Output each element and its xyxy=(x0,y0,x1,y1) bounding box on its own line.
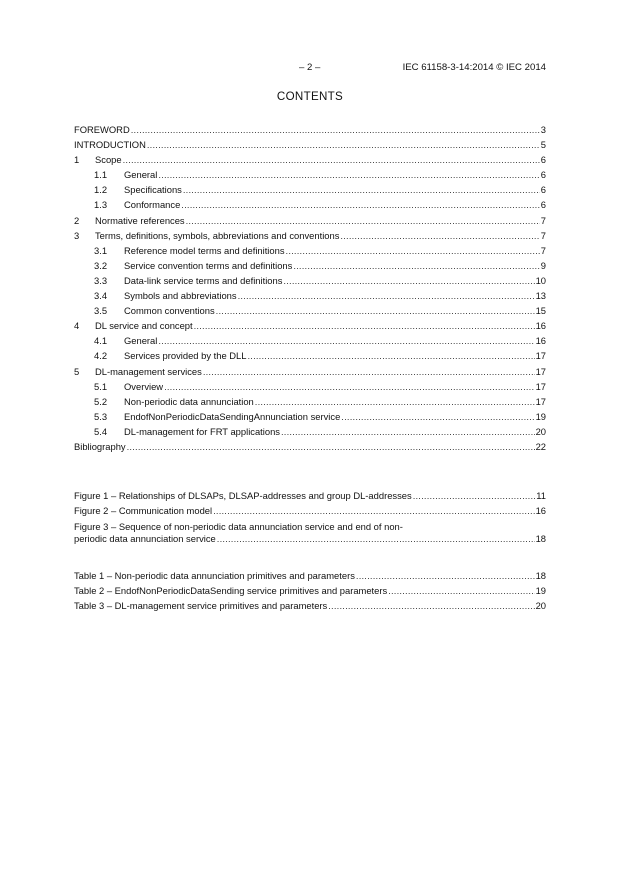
toc-label: Scope xyxy=(95,154,122,166)
figure-label-line-2: periodic data annunciation service xyxy=(74,533,216,545)
toc-page: 16 xyxy=(535,335,546,347)
toc-label: Bibliography xyxy=(74,440,126,452)
toc-page: 7 xyxy=(540,229,546,241)
toc-entry[interactable] xyxy=(74,379,546,394)
dot-leader xyxy=(183,182,540,197)
toc-number: 4 xyxy=(74,320,80,332)
toc-page: 13 xyxy=(535,290,546,302)
toc-entry[interactable] xyxy=(74,137,546,152)
dot-leader xyxy=(203,364,535,379)
toc-label: Symbols and abbreviations xyxy=(124,290,237,302)
toc-label: Terms, definitions, symbols, abbreviations and conventions xyxy=(95,229,340,241)
table-label: Table 3 – DL-management service primitives and parameters xyxy=(74,600,328,612)
document-identifier: IEC 61158-3-14:2014 © IEC 2014 xyxy=(402,62,546,73)
toc-label: DL-management for FRT applications xyxy=(124,425,280,437)
toc-page: 9 xyxy=(540,259,546,271)
toc-number: 4.1 xyxy=(94,335,108,347)
toc-label: Services provided by the DLL xyxy=(124,350,247,362)
toc-entry[interactable] xyxy=(74,439,546,454)
toc-label: Specifications xyxy=(124,184,182,196)
toc-number: 5.4 xyxy=(94,425,108,437)
toc-entry[interactable] xyxy=(74,409,546,424)
figure-entry[interactable] xyxy=(74,521,546,545)
dot-leader xyxy=(328,598,534,613)
dot-leader xyxy=(388,583,534,598)
dot-leader xyxy=(238,288,535,303)
toc-page: 19 xyxy=(535,410,546,422)
toc-number: 3.1 xyxy=(94,244,108,256)
table-label: Table 1 – Non-periodic data annunciation primitives and parameters xyxy=(74,570,355,581)
toc-label: Common conventions xyxy=(124,305,215,317)
toc-entry[interactable] xyxy=(74,303,546,318)
dot-leader xyxy=(216,303,535,318)
toc-entry[interactable] xyxy=(74,243,546,258)
toc-number: 3 xyxy=(74,229,80,241)
toc-entry[interactable] xyxy=(74,182,546,197)
toc-entry[interactable] xyxy=(74,424,546,439)
table-entry[interactable] xyxy=(74,568,546,583)
toc-page: 17 xyxy=(535,380,546,392)
dot-leader xyxy=(286,243,540,258)
dot-leader xyxy=(127,439,535,454)
dot-leader xyxy=(255,394,535,409)
toc-entry[interactable] xyxy=(74,197,546,212)
page-title: CONTENTS xyxy=(276,90,344,103)
dot-leader xyxy=(158,333,534,348)
toc-page: 10 xyxy=(535,274,546,286)
toc-label: General xyxy=(124,169,158,181)
dot-leader xyxy=(213,503,534,518)
dot-leader xyxy=(281,424,535,439)
page-number: – 2 – xyxy=(299,62,321,73)
toc-page: 6 xyxy=(540,184,546,196)
toc-number: 3.3 xyxy=(94,274,108,286)
toc-label: Reference model terms and definitions xyxy=(124,244,285,256)
toc-number: 5.1 xyxy=(94,380,108,392)
dot-leader xyxy=(164,379,534,394)
toc-label: Data-link service terms and definitions xyxy=(124,274,283,286)
toc-page: 20 xyxy=(535,425,546,437)
toc-label: INTRODUCTION xyxy=(74,139,146,151)
figure-entry[interactable] xyxy=(74,503,546,518)
toc-number: 1.1 xyxy=(94,169,108,181)
toc-entry[interactable] xyxy=(74,364,546,379)
dot-leader xyxy=(186,213,540,228)
figure-label-line-1: Figure 3 – Sequence of non-periodic data annunciation service and end of non- xyxy=(74,521,403,533)
toc-label: FOREWORD xyxy=(74,124,130,135)
toc-entry[interactable] xyxy=(74,348,546,363)
dot-leader xyxy=(158,167,539,182)
table-entry[interactable] xyxy=(74,583,546,598)
toc-number: 4.2 xyxy=(94,350,108,362)
toc-entry[interactable] xyxy=(74,318,546,333)
toc-entry[interactable] xyxy=(74,213,546,228)
toc-number: 3.4 xyxy=(94,290,108,302)
table-page: 19 xyxy=(535,585,546,597)
toc-page: 7 xyxy=(540,214,546,226)
toc-entry[interactable] xyxy=(74,273,546,288)
dot-leader xyxy=(413,488,536,503)
figure-entry[interactable] xyxy=(74,488,546,503)
toc-number: 5.3 xyxy=(94,410,108,422)
toc-entry[interactable] xyxy=(74,258,546,273)
toc-entry[interactable] xyxy=(74,152,546,167)
toc-number: 3.5 xyxy=(94,305,108,317)
dot-leader xyxy=(340,228,539,243)
toc-page: 17 xyxy=(535,365,546,377)
table-label: Table 2 – EndofNonPeriodicDataSending service primitives and parameters xyxy=(74,585,388,597)
toc-label: DL service and concept xyxy=(95,320,193,332)
toc-label: EndofNonPeriodicDataSendingAnnunciation service xyxy=(124,410,341,422)
toc-number: 2 xyxy=(74,214,80,226)
table-page: 18 xyxy=(535,570,546,581)
toc-number: 5.2 xyxy=(94,395,108,407)
toc-label: General xyxy=(124,335,158,347)
figure-page: 16 xyxy=(535,505,546,517)
dot-leader xyxy=(356,568,535,583)
list-of-figures xyxy=(74,488,546,545)
toc-number: 5 xyxy=(74,365,80,377)
table-entry[interactable] xyxy=(74,598,546,613)
dot-leader xyxy=(247,348,534,363)
dot-leader xyxy=(181,197,540,212)
figure-page: 11 xyxy=(536,490,546,501)
toc-page: 15 xyxy=(535,305,546,317)
toc-entry[interactable] xyxy=(74,228,546,243)
toc-label: Overview xyxy=(124,380,164,392)
list-of-tables xyxy=(74,568,546,613)
toc-number: 1.2 xyxy=(94,184,108,196)
toc-page: 22 xyxy=(535,440,546,452)
toc-label: Normative references xyxy=(95,214,185,226)
figure-label: Figure 1 – Relationships of DLSAPs, DLSAP-addresses and group DL-addresses xyxy=(74,490,412,501)
dot-leader xyxy=(341,409,534,424)
figure-label: Figure 2 – Communication model xyxy=(74,505,213,517)
toc-number: 1 xyxy=(74,154,80,166)
toc-entry[interactable] xyxy=(74,288,546,303)
dot-leader xyxy=(217,533,535,545)
figure-page: 18 xyxy=(535,533,546,545)
toc-page: 6 xyxy=(540,199,546,211)
toc-entry[interactable] xyxy=(74,167,546,182)
toc-entry[interactable] xyxy=(74,333,546,348)
dot-leader xyxy=(131,122,540,137)
toc-label: Service convention terms and definitions xyxy=(124,259,293,271)
toc-list xyxy=(74,122,546,454)
toc-page: 17 xyxy=(535,350,546,362)
toc-entry[interactable] xyxy=(74,122,546,137)
toc-number: 3.2 xyxy=(94,259,108,271)
toc-page: 6 xyxy=(540,169,546,181)
toc-page: 16 xyxy=(535,320,546,332)
dot-leader xyxy=(123,152,540,167)
toc-page: 5 xyxy=(540,139,546,151)
toc-page: 17 xyxy=(535,395,546,407)
toc-label: Non-periodic data annunciation xyxy=(124,395,254,407)
toc-label: DL-management services xyxy=(95,365,202,377)
toc-entry[interactable] xyxy=(74,394,546,409)
toc-number: 1.3 xyxy=(94,199,108,211)
toc-page: 6 xyxy=(540,154,546,166)
dot-leader xyxy=(147,137,540,152)
dot-leader xyxy=(283,273,534,288)
dot-leader xyxy=(293,258,539,273)
table-page: 20 xyxy=(535,600,546,612)
toc-label: Conformance xyxy=(124,199,181,211)
page-header xyxy=(0,62,620,76)
toc-page: 7 xyxy=(540,244,546,256)
dot-leader xyxy=(194,318,535,333)
toc-page: 3 xyxy=(540,124,546,135)
